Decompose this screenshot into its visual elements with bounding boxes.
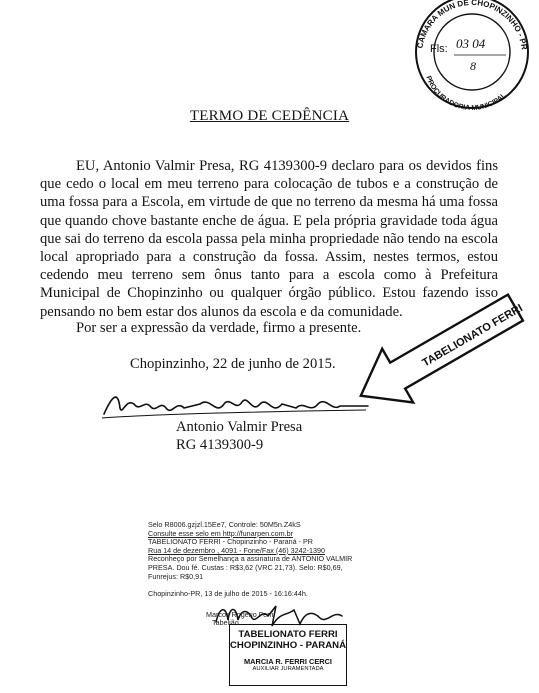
body-paragraph: EU, Antonio Valmir Presa, RG 4139300-9 declaro para os devidos fins que cedo o local em meu terreno para colocação de tubos e a construção de uma fossa para a Escola, em virtude de que no terreno da mesma há uma fossa que quando chove bastante enche de água. E pela própria gravidade toda água que sai do terreno da escola passa pela minha propriedade não tendo na escola local apropriado para a construção da fossa. Assim, nestes termos, estou cedendo meu terreno sem ônus tanto para a escola como à Prefeitura Municipal de Chopinzinho ou qualquer órgão público. Estou fazendo isso pensando no bem estar dos alunos da escola e da comunidade. bbox=[40, 158, 498, 320]
notary-funrejus-line: Funrejus: R$0,91 bbox=[148, 571, 204, 581]
svg-text:PROCURADORIA MUNICIPAL bbox=[424, 75, 508, 110]
signer-rg: RG 4139300-9 bbox=[176, 437, 264, 453]
notary-date-line: Chopinzinho-PR, 13 de julho de 2015 - 16:16:44h. bbox=[148, 589, 308, 599]
notary-costs-line: PRESA. Dou fé. Custas : R$3,62 (VRC 21,73). Selo: R$0,69, bbox=[148, 562, 343, 572]
place-date: Chopinzinho, 22 de junho de 2015. bbox=[130, 356, 336, 372]
notary-signer-title: Tabelião bbox=[212, 618, 239, 628]
notary-signer-name: Marcos Rogerio Ferri bbox=[206, 609, 274, 619]
box-stamp-office: TABELIONATO FERRI bbox=[238, 629, 338, 640]
signer-block bbox=[176, 418, 302, 454]
signer-name: Antonio Valmir Presa bbox=[176, 419, 303, 435]
box-stamp-role: AUXILIAR JURAMENTADA bbox=[252, 666, 324, 672]
municipal-seal-stamp bbox=[394, 0, 539, 110]
notary-office-line: TABELIONATO FERRI - Chopinzinho - Paraná - PR bbox=[148, 537, 313, 547]
notary-address-line: Rua 14 de dezembro , 4091 - Fone/Fax (46) 3242-1390 bbox=[148, 545, 326, 555]
seal-fls-sub: 8 bbox=[470, 59, 476, 73]
box-stamp-name: MARCIA R. FERRI CERCI bbox=[243, 657, 332, 666]
arrow-stamp-text: TABELIONATO FERRI bbox=[420, 302, 525, 370]
seal-ring-bottom-text: PROCURADORIA MUNICIPAL bbox=[424, 75, 508, 110]
seal-ring-text: CAMARA MUN DE CHOPINZINHO - PR bbox=[415, 0, 529, 51]
tabelionato-box-stamp bbox=[229, 624, 347, 686]
closing-sentence: Por ser a expressão da verdade, firmo a presente. bbox=[76, 320, 362, 336]
seal-fls-label: Fls: bbox=[430, 43, 448, 55]
notary-recognition-line: Reconheço por Semelhança a assinatura de ANTONIO VALMIR bbox=[148, 554, 353, 564]
document-title: TERMO DE CEDÊNCIA bbox=[189, 108, 350, 124]
signature-antonio bbox=[100, 386, 370, 422]
notary-consult-line: Consulte esse selo em http://funarpen.com.br bbox=[148, 528, 294, 538]
box-stamp-city: CHOPINZINHO - PARANÁ bbox=[230, 640, 347, 651]
seal-fls-value: 03 04 bbox=[456, 36, 486, 51]
notary-seal-line: Selo R8006.gzjzl.15Ee7, Controle: 50M5n.Z4kS bbox=[148, 520, 301, 529]
